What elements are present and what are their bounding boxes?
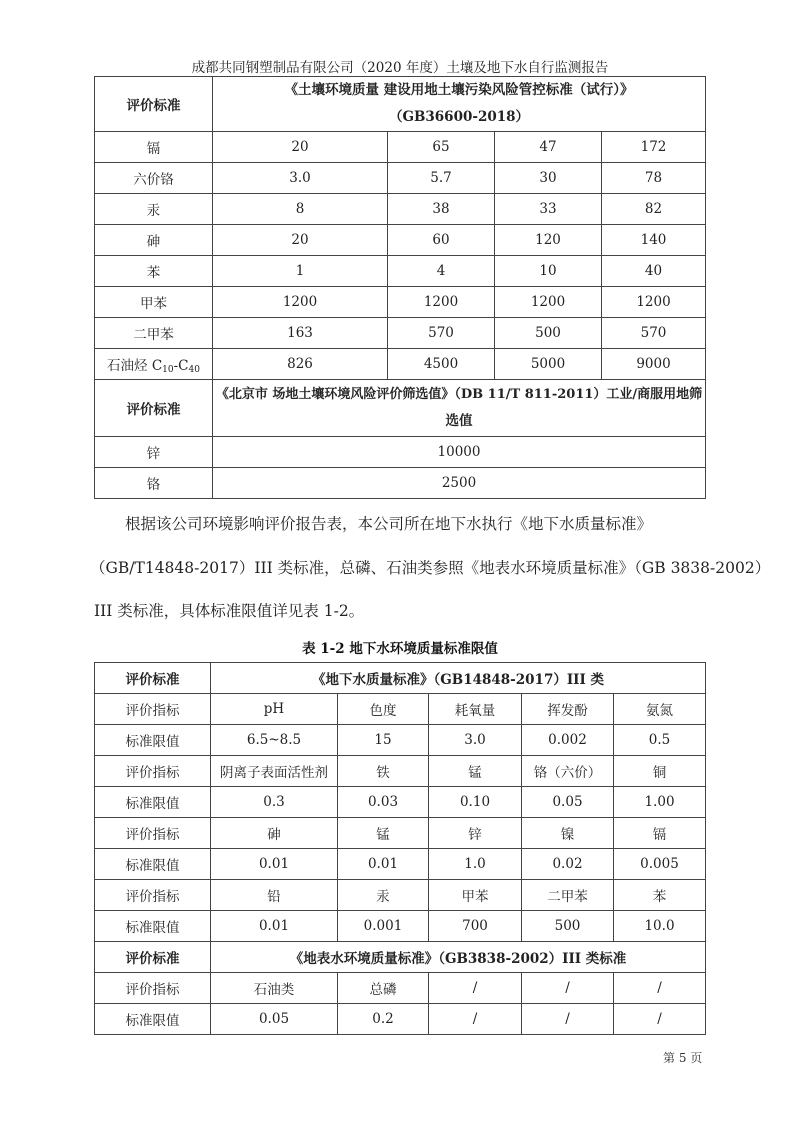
limit-cell: 0.05 xyxy=(211,1004,338,1035)
value-cell: 8 xyxy=(213,194,388,225)
table-row xyxy=(95,287,706,318)
limit-row xyxy=(95,911,706,942)
indicator-cell: / xyxy=(614,973,706,1004)
table-row xyxy=(95,256,706,287)
table-row xyxy=(95,437,706,468)
limit-label: 标准限值 xyxy=(95,1004,211,1035)
value-cell: 120 xyxy=(495,225,602,256)
table-row xyxy=(95,468,706,499)
indicator-label: 评价指标 xyxy=(95,880,211,911)
limit-cell: / xyxy=(429,1004,522,1035)
table-header-row-2 xyxy=(95,380,706,437)
value-cell: 4500 xyxy=(388,349,495,380)
limit-cell: 0.01 xyxy=(211,911,338,942)
limit-cell: 0.2 xyxy=(338,1004,429,1035)
limit-cell: 6.5~8.5 xyxy=(211,725,338,756)
table-header-row xyxy=(95,663,706,694)
limit-label: 标准限值 xyxy=(95,725,211,756)
limit-cell: 0.5 xyxy=(614,725,706,756)
table-header-row xyxy=(95,77,706,132)
indicator-cell: 铜 xyxy=(614,756,706,787)
value-cell: 30 xyxy=(495,163,602,194)
value-cell: 1200 xyxy=(495,287,602,318)
pollutant-name: 砷 xyxy=(95,225,213,256)
indicator-cell: 阴离子表面活性剂 xyxy=(211,756,338,787)
std-name-cell-2 xyxy=(213,380,706,437)
pollutant-name: 锌 xyxy=(95,437,213,468)
subscript: 40 xyxy=(188,364,200,375)
value-cell: 2500 xyxy=(213,468,706,499)
indicator-label: 评价指标 xyxy=(95,818,211,849)
paragraph-line-1: 根据该公司环境影响评价报告表，本公司所在地下水执行《地下水质量标准》 xyxy=(125,515,653,533)
limit-row xyxy=(95,849,706,880)
limit-row xyxy=(95,1004,706,1035)
std-line-1: 《土壤环境质量 建设用地土壤污染风险管控标准（试行）》 xyxy=(284,82,634,98)
indicator-cell: 甲苯 xyxy=(429,880,522,911)
value-cell: 38 xyxy=(388,194,495,225)
value-cell: 47 xyxy=(495,132,602,163)
value-cell: 82 xyxy=(602,194,706,225)
value-cell: 10 xyxy=(495,256,602,287)
std-label-2: 评价标准 xyxy=(95,380,213,437)
value-cell: 140 xyxy=(602,225,706,256)
limit-cell: 0.01 xyxy=(211,849,338,880)
indicator-cell: 锰 xyxy=(338,818,429,849)
limit-cell: 10.0 xyxy=(614,911,706,942)
limit-row xyxy=(95,725,706,756)
value-cell: 65 xyxy=(388,132,495,163)
value-cell: 570 xyxy=(602,318,706,349)
indicator-row xyxy=(95,756,706,787)
value-cell: 1200 xyxy=(388,287,495,318)
limit-cell: 500 xyxy=(522,911,614,942)
value-cell: 1200 xyxy=(213,287,388,318)
indicator-cell: 总磷 xyxy=(338,973,429,1004)
value-cell: 5.7 xyxy=(388,163,495,194)
pollutant-name: 铬 xyxy=(95,468,213,499)
page-number: 第 5 页 xyxy=(663,1051,703,1065)
indicator-cell: 氨氮 xyxy=(614,694,706,725)
pollutant-name: 镉 xyxy=(95,132,213,163)
groundwater-standard-table xyxy=(94,662,706,1035)
value-cell: 33 xyxy=(495,194,602,225)
table-row xyxy=(95,318,706,349)
value-cell: 40 xyxy=(602,256,706,287)
indicator-cell: 锰 xyxy=(429,756,522,787)
limit-cell: 1.00 xyxy=(614,787,706,818)
table-caption: 表 1-2 地下水环境质量标准限值 xyxy=(302,641,498,657)
pollutant-name: 苯 xyxy=(95,256,213,287)
indicator-cell: 色度 xyxy=(338,694,429,725)
limit-cell: 0.3 xyxy=(211,787,338,818)
pollutant-name: 六价铬 xyxy=(95,163,213,194)
indicator-cell: 镍 xyxy=(522,818,614,849)
value-cell: 163 xyxy=(213,318,388,349)
indicator-cell: 铅 xyxy=(211,880,338,911)
indicator-cell: 耗氧量 xyxy=(429,694,522,725)
std-name-cell-2: 《地表水环境质量标准》（GB3838-2002）III 类标准 xyxy=(211,942,706,973)
table-row xyxy=(95,194,706,225)
std2-line-1: 《北京市 场地土壤环境风险评价筛选值》（DB 11/T 811-2011）工业/商服用地筛 xyxy=(215,387,703,402)
soil-standard-table xyxy=(94,76,706,499)
value-cell: 5000 xyxy=(495,349,602,380)
value-cell: 570 xyxy=(388,318,495,349)
limit-cell: 0.05 xyxy=(522,787,614,818)
value-cell: 1 xyxy=(213,256,388,287)
indicator-cell: 锌 xyxy=(429,818,522,849)
std-label-2: 评价标准 xyxy=(95,942,211,973)
indicator-cell: 苯 xyxy=(614,880,706,911)
table-row xyxy=(95,349,706,380)
value-cell: 172 xyxy=(602,132,706,163)
subscript: 10 xyxy=(162,364,174,375)
limit-label: 标准限值 xyxy=(95,911,211,942)
limit-cell: 0.005 xyxy=(614,849,706,880)
limit-cell: 0.02 xyxy=(522,849,614,880)
pollutant-name: 石油烃 $C_{10}-C_{40}$ xyxy=(95,349,213,380)
value-cell: 10000 xyxy=(213,437,706,468)
value-cell: 4 xyxy=(388,256,495,287)
limit-label: 标准限值 xyxy=(95,787,211,818)
limit-row xyxy=(95,787,706,818)
limit-cell: / xyxy=(522,1004,614,1035)
value-cell: 500 xyxy=(495,318,602,349)
std-line-2: （GB36600-2018） xyxy=(388,109,530,125)
indicator-label: 评价指标 xyxy=(95,694,211,725)
indicator-cell: 石油类 xyxy=(211,973,338,1004)
limit-cell: 0.001 xyxy=(338,911,429,942)
value-cell: 826 xyxy=(213,349,388,380)
value-cell: 20 xyxy=(213,225,388,256)
pollutant-name: 二甲苯 xyxy=(95,318,213,349)
paragraph-line-2: （GB/T14848-2017）III 类标准，总磷、石油类参照《地表水环境质量标准》（GB 3838-2002） xyxy=(90,559,771,577)
indicator-row xyxy=(95,694,706,725)
std-label: 评价标准 xyxy=(95,77,213,132)
std-name-cell xyxy=(213,77,706,132)
table-row xyxy=(95,163,706,194)
indicator-cell: 铁 xyxy=(338,756,429,787)
std2-line-2: 选值 xyxy=(445,413,473,429)
indicator-cell: / xyxy=(429,973,522,1004)
value-cell: 3.0 xyxy=(213,163,388,194)
indicator-label: 评价指标 xyxy=(95,973,211,1004)
indicator-row xyxy=(95,880,706,911)
table-row xyxy=(95,132,706,163)
indicator-cell: 铬（六价） xyxy=(522,756,614,787)
limit-cell: / xyxy=(614,1004,706,1035)
indicator-cell: 二甲苯 xyxy=(522,880,614,911)
limit-cell: 15 xyxy=(338,725,429,756)
value-cell: 78 xyxy=(602,163,706,194)
limit-cell: 0.03 xyxy=(338,787,429,818)
indicator-cell: / xyxy=(522,973,614,1004)
value-cell: 60 xyxy=(388,225,495,256)
indicator-label: 评价指标 xyxy=(95,756,211,787)
limit-label: 标准限值 xyxy=(95,849,211,880)
indicator-cell: 镉 xyxy=(614,818,706,849)
value-cell: 9000 xyxy=(602,349,706,380)
paragraph-line-3: III 类标准，具体标准限值详见表 1-2。 xyxy=(94,602,365,620)
limit-cell: 0.01 xyxy=(338,849,429,880)
indicator-cell: 挥发酚 xyxy=(522,694,614,725)
value-cell: 20 xyxy=(213,132,388,163)
limit-cell: 0.10 xyxy=(429,787,522,818)
page-header: 成都共同钢塑制品有限公司（2020 年度）土壤及地下水自行监测报告 xyxy=(191,60,609,76)
indicator-cell: 汞 xyxy=(338,880,429,911)
table-row xyxy=(95,225,706,256)
value-cell: 1200 xyxy=(602,287,706,318)
limit-cell: 1.0 xyxy=(429,849,522,880)
indicator-cell: pH xyxy=(211,694,338,725)
limit-cell: 700 xyxy=(429,911,522,942)
limit-cell: 3.0 xyxy=(429,725,522,756)
table-header-row-2 xyxy=(95,942,706,973)
indicator-row xyxy=(95,973,706,1004)
std-name-cell: 《地下水质量标准》（GB14848-2017）III 类 xyxy=(211,663,706,694)
limit-cell: 0.002 xyxy=(522,725,614,756)
indicator-row xyxy=(95,818,706,849)
pollutant-name: 汞 xyxy=(95,194,213,225)
indicator-cell: 砷 xyxy=(211,818,338,849)
std-label: 评价标准 xyxy=(95,663,211,694)
pollutant-name: 甲苯 xyxy=(95,287,213,318)
